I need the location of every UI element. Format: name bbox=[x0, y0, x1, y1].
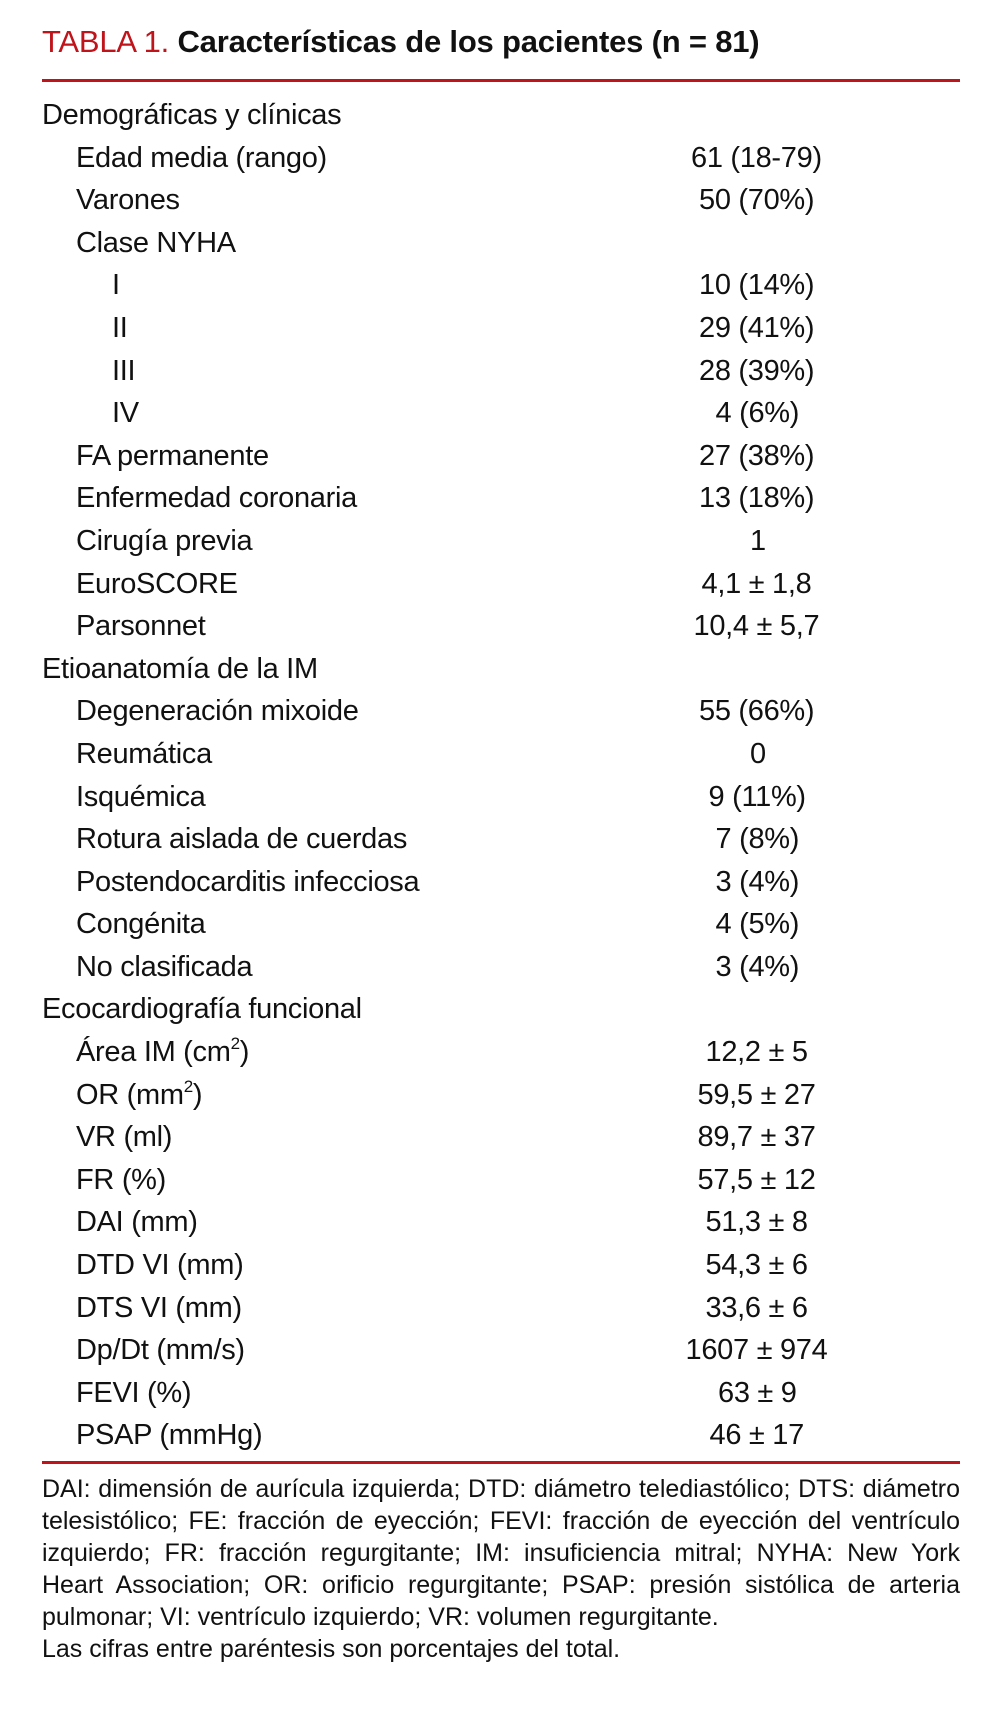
table-row bbox=[42, 435, 960, 478]
row-value: 9 (11%) bbox=[708, 780, 806, 813]
table-row bbox=[42, 776, 960, 819]
row-label bbox=[76, 435, 269, 478]
table-row bbox=[42, 733, 960, 776]
row-label-text: OR (mm bbox=[76, 1078, 184, 1111]
table-row bbox=[42, 690, 960, 733]
footnote-note: Las cifras entre paréntesis son porcentajes del total. bbox=[42, 1635, 621, 1663]
table-row bbox=[42, 264, 960, 307]
row-label bbox=[112, 350, 135, 393]
row-label bbox=[76, 1201, 198, 1244]
row-value: 3 (4%) bbox=[715, 950, 800, 983]
row-label bbox=[76, 733, 212, 776]
row-value: 51,3 ± 8 bbox=[705, 1206, 808, 1239]
table-row bbox=[42, 946, 960, 989]
row-value: 50 (70%) bbox=[699, 184, 815, 217]
table-row bbox=[42, 1244, 960, 1287]
row-label-suffix: ) bbox=[192, 1078, 203, 1111]
row-label bbox=[76, 1031, 249, 1074]
row-label bbox=[76, 1244, 243, 1287]
row-label bbox=[76, 1414, 262, 1457]
row-value: 54,3 ± 6 bbox=[705, 1249, 808, 1282]
row-label-suffix: ) bbox=[239, 1036, 250, 1069]
table-row bbox=[42, 818, 960, 861]
table-row bbox=[42, 1074, 960, 1117]
row-label bbox=[76, 520, 252, 563]
row-label bbox=[76, 776, 205, 819]
row-label-text: FEVI (%) bbox=[76, 1376, 192, 1409]
row-value: 4 (5%) bbox=[715, 908, 800, 941]
row-label-text: III bbox=[112, 354, 136, 387]
row-label bbox=[112, 264, 120, 307]
table-row bbox=[42, 307, 960, 350]
row-label bbox=[76, 818, 407, 861]
row-value: 1 bbox=[750, 524, 766, 557]
table-row bbox=[42, 1201, 960, 1244]
section-heading-row bbox=[42, 988, 960, 1031]
row-value: 4 (6%) bbox=[715, 397, 800, 430]
table-row bbox=[42, 137, 960, 180]
row-label-text: I bbox=[112, 269, 120, 302]
row-value: 13 (18%) bbox=[699, 482, 815, 515]
table-row bbox=[42, 1287, 960, 1330]
section-heading-row bbox=[42, 94, 960, 137]
table-row bbox=[42, 1372, 960, 1415]
row-label-text: Congénita bbox=[76, 908, 206, 941]
table-row bbox=[42, 477, 960, 520]
row-value: 10 (14%) bbox=[699, 269, 815, 302]
table-row bbox=[42, 1414, 960, 1457]
row-label-text: No clasificada bbox=[76, 950, 253, 983]
row-value: 4,1 ± 1,8 bbox=[701, 567, 812, 600]
row-label-text: Cirugía previa bbox=[76, 524, 253, 557]
table-row bbox=[42, 222, 960, 265]
row-value: 61 (18-79) bbox=[691, 141, 822, 174]
row-value: 55 (66%) bbox=[699, 695, 815, 728]
row-label-text: Enfermedad coronaria bbox=[76, 482, 357, 515]
table-footnote bbox=[42, 1473, 960, 1665]
table-body bbox=[42, 94, 960, 1457]
row-value: 33,6 ± 6 bbox=[705, 1291, 808, 1324]
section-heading bbox=[42, 988, 362, 1031]
row-label bbox=[76, 946, 252, 989]
table-row bbox=[42, 1159, 960, 1202]
row-value: 89,7 ± 37 bbox=[697, 1121, 816, 1154]
row-label-text: PSAP (mmHg) bbox=[76, 1419, 263, 1452]
table-row bbox=[42, 903, 960, 946]
row-label-text: Isquémica bbox=[76, 780, 206, 813]
row-value: 10,4 ± 5,7 bbox=[693, 610, 820, 643]
row-label-text: IV bbox=[112, 397, 139, 430]
row-label bbox=[76, 1116, 172, 1159]
row-label bbox=[76, 861, 419, 904]
row-value: 27 (38%) bbox=[699, 439, 815, 472]
row-label-text: Dp/Dt (mm/s) bbox=[76, 1334, 245, 1367]
section-heading-row bbox=[42, 648, 960, 691]
row-label-text: FR (%) bbox=[76, 1163, 167, 1196]
row-label bbox=[76, 137, 327, 180]
row-label-text: Parsonnet bbox=[76, 610, 206, 643]
row-label-text: II bbox=[112, 311, 128, 344]
row-label-text: Edad media (rango) bbox=[76, 141, 327, 174]
row-label-text: Reumática bbox=[76, 737, 212, 770]
row-label bbox=[76, 1372, 191, 1415]
row-value: 7 (8%) bbox=[715, 823, 800, 856]
row-label-text: Degeneración mixoide bbox=[76, 695, 359, 728]
table-row bbox=[42, 1116, 960, 1159]
row-label bbox=[76, 1074, 202, 1117]
row-label-text: Postendocarditis infecciosa bbox=[76, 865, 420, 898]
row-value: 63 ± 9 bbox=[718, 1376, 797, 1409]
row-value: 59,5 ± 27 bbox=[697, 1078, 816, 1111]
row-value: 12,2 ± 5 bbox=[705, 1036, 808, 1069]
table-row bbox=[42, 563, 960, 606]
row-label-text: DTS VI (mm) bbox=[76, 1291, 242, 1324]
row-label bbox=[76, 179, 180, 222]
table-row bbox=[42, 179, 960, 222]
table-title-text: Características de los pacientes (n = 81) bbox=[177, 24, 760, 59]
top-rule bbox=[42, 79, 960, 82]
row-label-text: EuroSCORE bbox=[76, 567, 238, 600]
table-row bbox=[42, 350, 960, 393]
superscript: 2 bbox=[230, 1034, 240, 1054]
row-label bbox=[112, 392, 139, 435]
row-label bbox=[76, 1287, 242, 1330]
row-label bbox=[76, 222, 236, 265]
row-value: 46 ± 17 bbox=[709, 1419, 804, 1452]
row-value: 57,5 ± 12 bbox=[697, 1163, 816, 1196]
row-label bbox=[76, 477, 357, 520]
row-label bbox=[76, 605, 206, 648]
superscript: 2 bbox=[183, 1076, 193, 1096]
row-value: 0 bbox=[750, 737, 766, 770]
footnote-abbreviations: DAI: dimensión de aurícula izquierda; DTD: diámetro telediastólico; DTS: diámetro telesistólico; FE: fracción de eyección; FEVI: fracción de eyección del ventrículo izquierdo; FR: fracción regurgitante; IM: insuficiencia mitral; NYHA: New York Heart Association; OR: orificio regurgitante; PSAP: presión sistólica de arteria pulmonar; VI: ventrículo izquierdo; VR: volumen regurgitante. bbox=[42, 1475, 960, 1631]
table-title bbox=[42, 24, 759, 60]
row-label-text: Área IM (cm bbox=[76, 1036, 231, 1069]
table-row bbox=[42, 520, 960, 563]
row-label bbox=[76, 903, 206, 946]
table-row bbox=[42, 605, 960, 648]
row-label bbox=[112, 307, 128, 350]
row-label-text: Clase NYHA bbox=[76, 226, 236, 259]
row-label-text: Etioanatomía de la IM bbox=[42, 652, 318, 685]
row-label-text: FA permanente bbox=[76, 439, 269, 472]
row-label-text: Ecocardiografía funcional bbox=[42, 993, 362, 1026]
row-label-text: DAI (mm) bbox=[76, 1206, 198, 1239]
row-label-text: DTD VI (mm) bbox=[76, 1249, 244, 1282]
table-row bbox=[42, 392, 960, 435]
row-value: 3 (4%) bbox=[715, 865, 800, 898]
row-value: 28 (39%) bbox=[699, 354, 815, 387]
row-value: 29 (41%) bbox=[699, 311, 815, 344]
table-row bbox=[42, 1031, 960, 1074]
row-label bbox=[76, 1329, 245, 1372]
section-heading bbox=[42, 94, 341, 137]
table-row bbox=[42, 1329, 960, 1372]
row-label-text: Rotura aislada de cuerdas bbox=[76, 823, 408, 856]
row-label bbox=[76, 1159, 166, 1202]
row-label bbox=[76, 563, 238, 606]
row-label-text: Demográficas y clínicas bbox=[42, 99, 342, 131]
section-heading bbox=[42, 648, 318, 691]
row-label-text: VR (ml) bbox=[76, 1121, 173, 1154]
row-label bbox=[76, 690, 359, 733]
row-value: 1607 ± 974 bbox=[685, 1334, 828, 1367]
row-label-text: Varones bbox=[76, 184, 180, 217]
table-row bbox=[42, 861, 960, 904]
bottom-rule bbox=[42, 1461, 960, 1464]
table-title-label: TABLA 1. bbox=[42, 24, 170, 59]
